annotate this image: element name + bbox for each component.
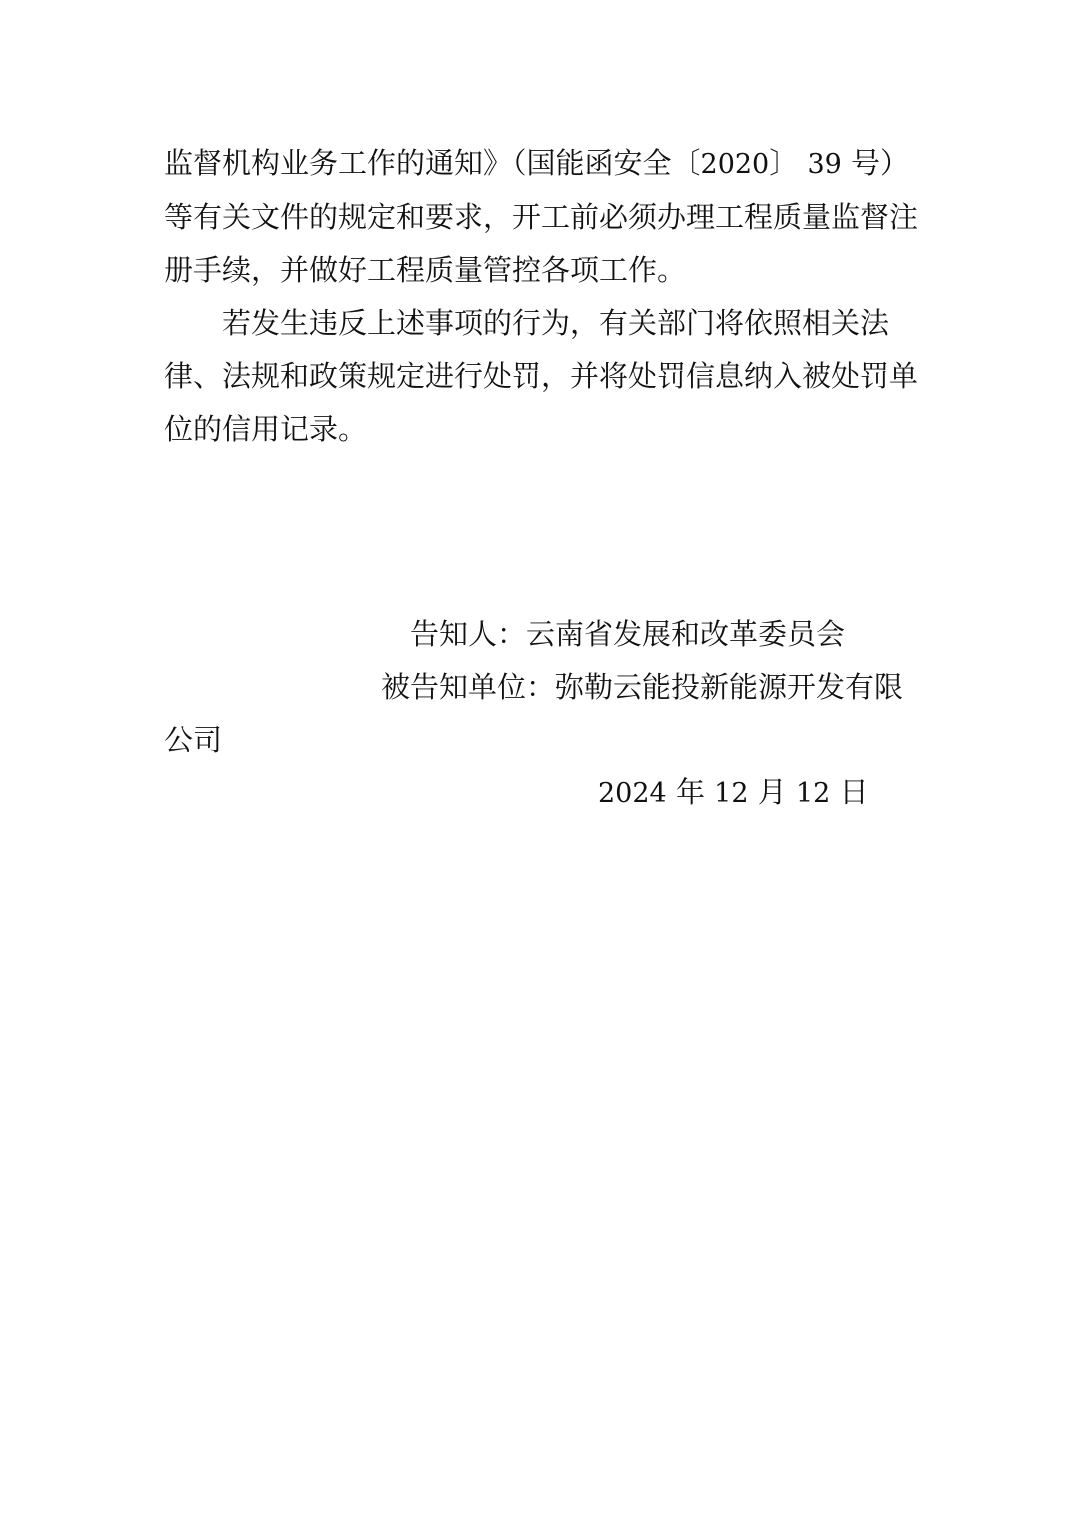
date-day: 12	[795, 778, 831, 809]
date-day-unit: 日	[839, 775, 869, 809]
notified-unit-line-continued: 公司	[164, 723, 223, 757]
notice-body	[164, 137, 924, 456]
date-year: 2024	[598, 778, 667, 809]
notifier-line: 告知人：云南省发展和改革委员会	[410, 617, 846, 651]
document-number: 39	[807, 149, 842, 180]
paragraph1-text-a: 监督机构业务工作的通知》（国能函安全〔	[164, 146, 701, 180]
notified-unit-line: 被告知单位：弥勒云能投新能源开发有限	[381, 670, 904, 704]
date-month-unit: 月	[757, 775, 787, 809]
paragraph1-text-b: 〕	[769, 146, 799, 180]
paragraph-regulation-reference	[164, 137, 924, 297]
document-year: 2020	[700, 149, 770, 180]
date-year-unit: 年	[675, 775, 705, 809]
paragraph-penalty: 若发生违反上述事项的行为，有关部门将依照相关法律、法规和政策规定进行处罚，并将处罚信息纳入被处罚单位的信用记录。	[164, 306, 919, 446]
date-month: 12	[714, 778, 749, 809]
paragraph1-text-c: 号）等有关文件的规定和要求，开工前必须办理工程质量监督注册手续，并做好工程质量管控各项工作。	[164, 146, 919, 287]
issue-date	[598, 766, 869, 820]
